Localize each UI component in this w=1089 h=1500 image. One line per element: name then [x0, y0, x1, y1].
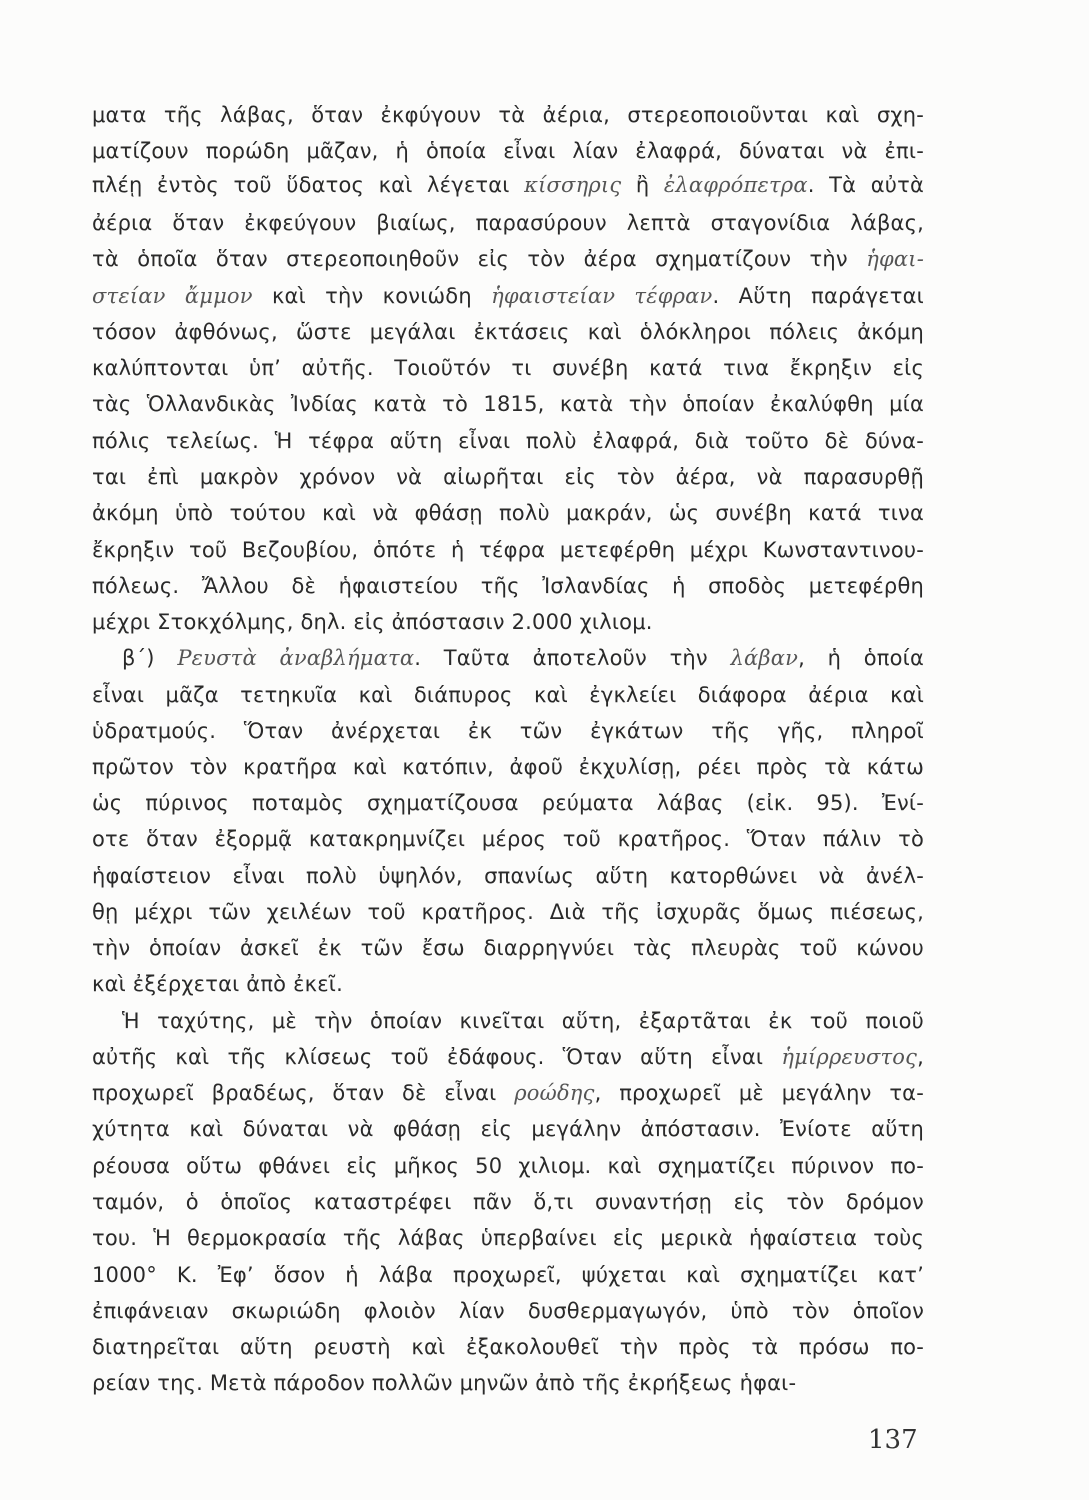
line-text: πόλις τελείως. Ἡ τέφρα αὕτη εἶναι πολὺ ἐλαφρά, διὰ τοῦτο δὲ δύνα-: [92, 429, 924, 453]
line-text: μέχρι Στοκχόλμης, δηλ. εἰς ἀπόστασιν 2.000 χιλιομ.: [92, 610, 653, 634]
text-line: [92, 788, 924, 818]
line-text: καὶ ἐξέρχεται ἀπὸ ἐκεῖ.: [92, 972, 343, 996]
line-text: ρέουσα οὕτω φθάνει εἰς μῆκος 50 χιλιομ. καὶ σχηματίζει πύρινον πο-: [92, 1154, 924, 1178]
line-text: διατηρεῖται αὕτη ρευστὴ καὶ ἐξακολουθεῖ τὴν πρὸς τὰ πρόσω πο-: [92, 1335, 924, 1359]
line-text: ὑδρατμούς. Ὅταν ἀνέρχεται ἐκ τῶν ἐγκάτων τῆς γῆς, πληροῖ: [92, 719, 924, 743]
line-text: , ἡ ὁποία: [798, 646, 924, 670]
italic-term: ἡφαι-: [866, 247, 924, 271]
line-text: . Αὕτη παράγεται: [712, 284, 924, 308]
text-line: [92, 607, 924, 637]
italic-term: κίσσηρις: [524, 173, 622, 197]
line-text: Ἡ ταχύτης, μὲ τὴν ὁποίαν κινεῖται αὕτη, ἐξαρτᾶται ἐκ τοῦ ποιοῦ: [122, 1009, 924, 1033]
text-line: [92, 897, 924, 927]
italic-term: Ρευστὰ ἀναβλήματα: [177, 646, 415, 670]
text-line: [92, 317, 924, 347]
line-text: τὰ ὁποῖα ὅταν στερεοποιηθοῦν εἰς τὸν ἀέρα σχηματίζουν τὴν: [92, 247, 867, 271]
text-line: [92, 426, 924, 456]
line-text: αὐτῆς καὶ τῆς κλίσεως τοῦ ἐδάφους. Ὅταν αὕτη εἶναι: [92, 1045, 782, 1069]
line-text: πρῶτον τὸν κρατῆρα καὶ κατόπιν, ἀφοῦ ἐκχυλίσῃ, ρέει πρὸς τὰ κάτω: [92, 755, 924, 779]
line-text: χύτητα καὶ δύναται νὰ φθάσῃ εἰς μεγάλην ἀπόστασιν. Ἐνίοτε αὕτη: [92, 1117, 924, 1141]
italic-term: ἡφαιστείαν τέφραν: [491, 284, 713, 308]
italic-term: ἡμίρρευστος: [781, 1045, 918, 1069]
line-text: ὡς πύρινος ποταμὸς σχηματίζουσα ρεύματα λάβας (εἰκ. 95). Ἐνί-: [92, 791, 924, 815]
text-line: [92, 353, 924, 383]
line-text: καλύπτονται ὑπ’ αὐτῆς. Τοιοῦτόν τι συνέβη κατά τινα ἔκρηξιν εἰς: [92, 356, 924, 380]
line-text: ται ἐπὶ μακρὸν χρόνον νὰ αἰωρῆται εἰς τὸν ἀέρα, νὰ παρασυρθῇ: [92, 465, 924, 489]
line-text: εἶναι μᾶζα τετηκυῖα καὶ διάπυρος καὶ ἐγκλείει διάφορα ἀέρια καὶ: [92, 683, 924, 707]
text-line: [92, 861, 924, 891]
text-line: [92, 752, 924, 782]
line-text: , προχωρεῖ μὲ μεγάλην τα-: [594, 1081, 924, 1105]
italic-term: ροώδης: [514, 1081, 595, 1105]
line-text: τὴν ὁποίαν ἀσκεῖ ἐκ τῶν ἔσω διαρρηγνύει τὰς πλευρὰς τοῦ κώνου: [92, 936, 924, 960]
line-text: . Τὰ αὐτὰ: [807, 173, 924, 197]
text-line: [122, 643, 924, 673]
text-line: [92, 1332, 924, 1362]
line-text: ἡφαίστειον εἶναι πολὺ ὑψηλόν, σπανίως αὕτη κατορθώνει νὰ ἀνέλ-: [92, 864, 924, 888]
text-line: [92, 136, 924, 166]
line-text: θῃ μέχρι τῶν χειλέων τοῦ κρατῆρος. Διὰ τῆς ἰσχυρᾶς ὅμως πιέσεως,: [92, 900, 924, 924]
italic-term: λάβαν: [730, 646, 799, 670]
text-line: [92, 1187, 924, 1217]
text-line: [92, 244, 924, 274]
text-line: [92, 933, 924, 963]
italic-term: στείαν ἄμμον: [92, 284, 253, 308]
line-text: του. Ἡ θερμοκρασία τῆς λάβας ὑπερβαίνει εἰς μερικὰ ἡφαίστεια τοὺς: [92, 1226, 924, 1250]
text-line: [92, 170, 924, 200]
line-text: οτε ὅταν ἐξορμᾷ κατακρημνίζει μέρος τοῦ κρατῆρος. Ὅταν πάλιν τὸ: [92, 827, 924, 851]
text-line: [92, 716, 924, 746]
text-line: [92, 1368, 924, 1398]
line-text: 1000° Κ. Ἐφ’ ὅσον ἡ λάβα προχωρεῖ, ψύχεται καὶ σχηματίζει κατ’: [92, 1263, 924, 1287]
text-line: [122, 1006, 924, 1036]
text-line: [92, 208, 924, 238]
text-line: [92, 571, 924, 601]
page-number: 137: [868, 1425, 918, 1455]
text-line: [92, 535, 924, 565]
text-line: [92, 389, 924, 419]
text-line: [92, 1114, 924, 1144]
line-text: ματα τῆς λάβας, ὅταν ἐκφύγουν τὰ ἀέρια, στερεοποιοῦνται καὶ σχη-: [92, 103, 924, 127]
line-text: καὶ τὴν κονιώδη: [252, 284, 492, 308]
line-text: τὰς Ὁλλανδικὰς Ἰνδίας κατὰ τὸ 1815, κατὰ τὴν ὁποίαν ἐκαλύφθη μία: [92, 392, 924, 416]
text-line: [92, 462, 924, 492]
line-text: ἢ: [621, 173, 664, 197]
line-text: . Ταῦτα ἀποτελοῦν τὴν: [414, 646, 731, 670]
text-line: [92, 1296, 924, 1326]
line-text: ἐπιφάνειαν σκωριώδη φλοιὸν λίαν δυσθερμαγωγόν, ὑπὸ τὸν ὁποῖον: [92, 1299, 924, 1323]
line-text: τόσον ἀφθόνως, ὥστε μεγάλαι ἐκτάσεις καὶ ὁλόκληροι πόλεις ἀκόμη: [92, 320, 924, 344]
line-text: ρείαν της. Μετὰ πάροδον πολλῶν μηνῶν ἀπὸ τῆς ἐκρήξεως ἡφαι-: [92, 1371, 797, 1395]
line-text: β΄): [122, 646, 178, 670]
text-line: [92, 498, 924, 528]
line-text: ,: [917, 1045, 924, 1069]
line-text: πλέῃ ἐντὸς τοῦ ὕδατος καὶ λέγεται: [92, 173, 525, 197]
line-text: ἀκόμη ὑπὸ τούτου καὶ νὰ φθάσῃ πολὺ μακράν, ὡς συνέβη κατά τινα: [92, 501, 924, 525]
text-line: [92, 1078, 924, 1108]
text-line: [92, 1042, 924, 1072]
line-text: ἔκρηξιν τοῦ Βεζουβίου, ὁπότε ἡ τέφρα μετεφέρθη μέχρι Κωνσταντινου-: [92, 538, 924, 562]
text-line: [92, 969, 924, 999]
text-line: [92, 100, 924, 130]
text-line: [92, 1151, 924, 1181]
line-text: ματίζουν πορώδη μᾶζαν, ἡ ὁποία εἶναι λίαν ἐλαφρά, δύναται νὰ ἐπι-: [92, 139, 924, 163]
text-line: [92, 1223, 924, 1253]
text-line: [92, 281, 924, 311]
line-text: ταμόν, ὁ ὁποῖος καταστρέφει πᾶν ὅ,τι συναντήσῃ εἰς τὸν δρόμον: [92, 1190, 924, 1214]
text-line: [92, 1260, 924, 1290]
line-text: προχωρεῖ βραδέως, ὅταν δὲ εἶναι: [92, 1081, 515, 1105]
text-line: [92, 680, 924, 710]
italic-term: ἐλαφρόπετρα: [663, 173, 808, 197]
line-text: ἀέρια ὅταν ἐκφεύγουν βιαίως, παρασύρουν λεπτὰ σταγονίδια λάβας,: [92, 211, 924, 235]
line-text: πόλεως. Ἄλλου δὲ ἡφαιστείου τῆς Ἰσλανδίας ἡ σποδὸς μετεφέρθη: [92, 574, 924, 598]
text-line: [92, 824, 924, 854]
